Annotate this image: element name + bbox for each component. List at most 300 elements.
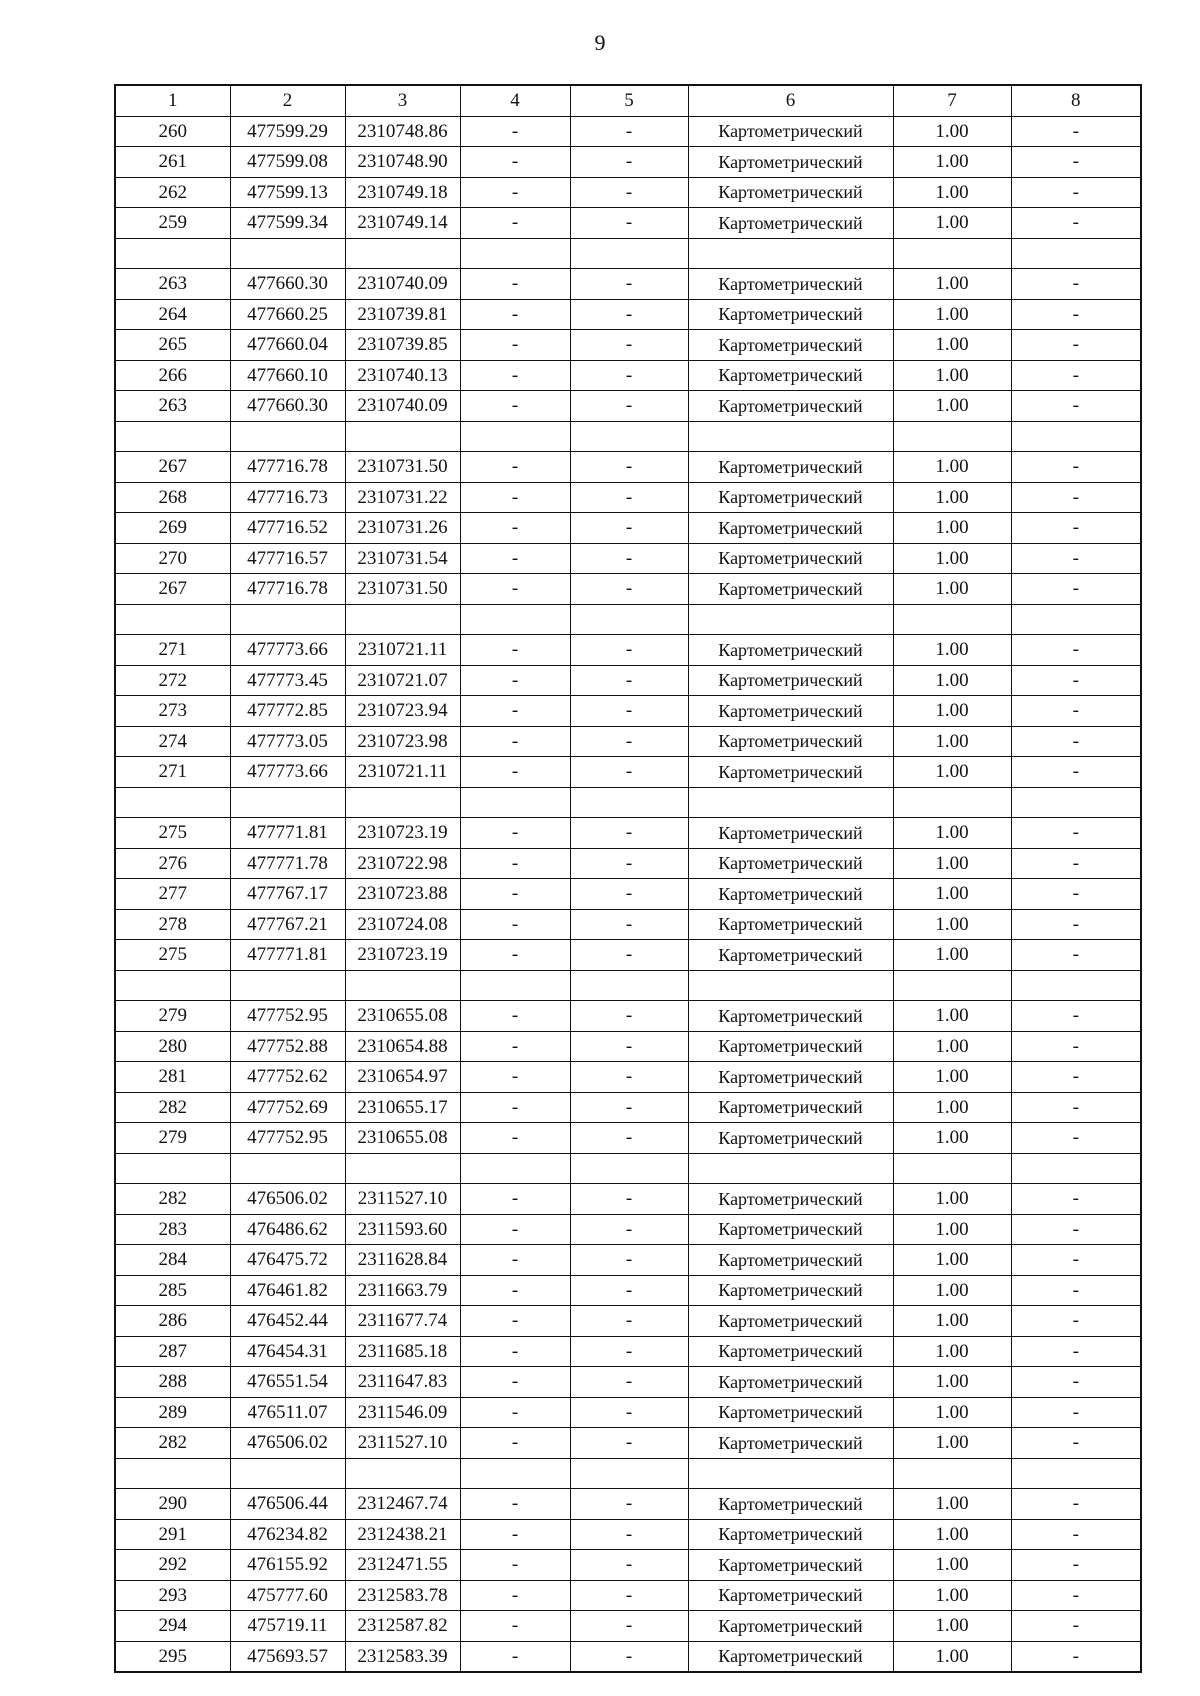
y-coordinate-cell: 2311546.09 [345,1397,460,1428]
empty-cell [345,604,460,635]
x-coordinate-cell: 476506.02 [230,1184,345,1215]
x-coordinate-cell: 475693.57 [230,1641,345,1672]
col8-cell: - [1011,1214,1141,1245]
x-coordinate-cell: 476506.02 [230,1428,345,1459]
col5-cell: - [570,665,688,696]
accuracy-cell: 1.00 [893,1062,1011,1093]
y-coordinate-cell: 2310740.09 [345,391,460,422]
y-coordinate-cell: 2310723.94 [345,696,460,727]
empty-cell [460,970,570,1001]
method-cell: Картометрический [688,1245,893,1276]
accuracy-cell: 1.00 [893,116,1011,147]
col5-cell: - [570,1397,688,1428]
col4-cell: - [460,1062,570,1093]
column-header: 1 [115,85,230,116]
empty-cell [230,1458,345,1489]
method-cell: Картометрический [688,940,893,971]
col5-cell: - [570,391,688,422]
col5-cell: - [570,726,688,757]
x-coordinate-cell: 477660.30 [230,391,345,422]
col8-cell: - [1011,1611,1141,1642]
col8-cell: - [1011,360,1141,391]
empty-cell [1011,787,1141,818]
col4-cell: - [460,635,570,666]
col5-cell: - [570,1092,688,1123]
point-number-cell: 260 [115,116,230,147]
col4-cell: - [460,1580,570,1611]
empty-cell [1011,421,1141,452]
point-number-cell: 279 [115,1001,230,1032]
x-coordinate-cell: 476511.07 [230,1397,345,1428]
x-coordinate-cell: 477773.66 [230,635,345,666]
x-coordinate-cell: 477716.73 [230,482,345,513]
point-number-cell: 294 [115,1611,230,1642]
page-number: 9 [594,30,606,55]
empty-cell [570,421,688,452]
empty-cell [570,970,688,1001]
point-number-cell: 265 [115,330,230,361]
col8-cell: - [1011,1123,1141,1154]
col8-cell: - [1011,482,1141,513]
y-coordinate-cell: 2310731.22 [345,482,460,513]
y-coordinate-cell: 2310740.13 [345,360,460,391]
table-row [115,1336,1141,1367]
x-coordinate-cell: 477716.78 [230,452,345,483]
method-cell: Картометрический [688,391,893,422]
accuracy-cell: 1.00 [893,818,1011,849]
table-row [115,909,1141,940]
separator-row [115,238,1141,269]
method-cell: Картометрический [688,1031,893,1062]
y-coordinate-cell: 2310731.50 [345,452,460,483]
col5-cell: - [570,909,688,940]
empty-cell [460,238,570,269]
method-cell: Картометрический [688,177,893,208]
col4-cell: - [460,1275,570,1306]
empty-cell [460,787,570,818]
empty-cell [115,421,230,452]
table-row [115,1367,1141,1398]
empty-cell [115,787,230,818]
column-header: 5 [570,85,688,116]
empty-cell [688,238,893,269]
empty-cell [460,604,570,635]
empty-cell [570,238,688,269]
separator-row [115,604,1141,635]
table-row [115,757,1141,788]
empty-cell [345,970,460,1001]
col4-cell: - [460,726,570,757]
point-number-cell: 278 [115,909,230,940]
col4-cell: - [460,1367,570,1398]
col4-cell: - [460,299,570,330]
col4-cell: - [460,909,570,940]
method-cell: Картометрический [688,360,893,391]
empty-cell [115,604,230,635]
col5-cell: - [570,635,688,666]
col8-cell: - [1011,1001,1141,1032]
col5-cell: - [570,1428,688,1459]
x-coordinate-cell: 477752.69 [230,1092,345,1123]
table-row [115,147,1141,178]
method-cell: Картометрический [688,1428,893,1459]
x-coordinate-cell: 477767.17 [230,879,345,910]
point-number-cell: 291 [115,1519,230,1550]
table-row [115,726,1141,757]
col5-cell: - [570,1550,688,1581]
accuracy-cell: 1.00 [893,452,1011,483]
method-cell: Картометрический [688,635,893,666]
y-coordinate-cell: 2312587.82 [345,1611,460,1642]
y-coordinate-cell: 2310749.18 [345,177,460,208]
col8-cell: - [1011,116,1141,147]
table-row [115,391,1141,422]
point-number-cell: 262 [115,177,230,208]
x-coordinate-cell: 477771.81 [230,940,345,971]
empty-cell [460,1458,570,1489]
col5-cell: - [570,1031,688,1062]
col8-cell: - [1011,269,1141,300]
col4-cell: - [460,879,570,910]
accuracy-cell: 1.00 [893,1092,1011,1123]
point-number-cell: 269 [115,513,230,544]
y-coordinate-cell: 2311527.10 [345,1184,460,1215]
table-row [115,208,1141,239]
table-row [115,1214,1141,1245]
empty-cell [115,1458,230,1489]
point-number-cell: 282 [115,1428,230,1459]
table-row [115,1550,1141,1581]
empty-cell [688,1458,893,1489]
x-coordinate-cell: 476454.31 [230,1336,345,1367]
method-cell: Картометрический [688,208,893,239]
method-cell: Картометрический [688,1489,893,1520]
table-row [115,696,1141,727]
col4-cell: - [460,147,570,178]
col5-cell: - [570,1580,688,1611]
point-number-cell: 280 [115,1031,230,1062]
table-row [115,330,1141,361]
col5-cell: - [570,330,688,361]
col5-cell: - [570,1214,688,1245]
x-coordinate-cell: 477752.62 [230,1062,345,1093]
col4-cell: - [460,513,570,544]
col5-cell: - [570,1001,688,1032]
x-coordinate-cell: 477716.52 [230,513,345,544]
x-coordinate-cell: 476234.82 [230,1519,345,1550]
col5-cell: - [570,1306,688,1337]
method-cell: Картометрический [688,574,893,605]
y-coordinate-cell: 2310722.98 [345,848,460,879]
column-header: 8 [1011,85,1141,116]
col4-cell: - [460,1245,570,1276]
empty-cell [345,1458,460,1489]
accuracy-cell: 1.00 [893,1214,1011,1245]
col8-cell: - [1011,574,1141,605]
col5-cell: - [570,757,688,788]
method-cell: Картометрический [688,269,893,300]
empty-cell [115,970,230,1001]
table-row [115,1428,1141,1459]
point-number-cell: 275 [115,940,230,971]
col5-cell: - [570,1489,688,1520]
table-row [115,848,1141,879]
col8-cell: - [1011,452,1141,483]
empty-cell [345,787,460,818]
empty-cell [570,1458,688,1489]
table-row [115,1275,1141,1306]
accuracy-cell: 1.00 [893,665,1011,696]
y-coordinate-cell: 2311593.60 [345,1214,460,1245]
empty-cell [688,604,893,635]
empty-cell [570,604,688,635]
y-coordinate-cell: 2312438.21 [345,1519,460,1550]
col4-cell: - [460,665,570,696]
method-cell: Картометрический [688,1306,893,1337]
point-number-cell: 290 [115,1489,230,1520]
empty-cell [230,970,345,1001]
col4-cell: - [460,452,570,483]
y-coordinate-cell: 2311647.83 [345,1367,460,1398]
x-coordinate-cell: 477773.66 [230,757,345,788]
col5-cell: - [570,1519,688,1550]
col8-cell: - [1011,513,1141,544]
y-coordinate-cell: 2311628.84 [345,1245,460,1276]
col4-cell: - [460,543,570,574]
separator-row [115,421,1141,452]
col4-cell: - [460,1092,570,1123]
col5-cell: - [570,1184,688,1215]
empty-cell [230,604,345,635]
empty-cell [230,1153,345,1184]
method-cell: Картометрический [688,1214,893,1245]
col4-cell: - [460,1428,570,1459]
accuracy-cell: 1.00 [893,574,1011,605]
col8-cell: - [1011,177,1141,208]
x-coordinate-cell: 477772.85 [230,696,345,727]
point-number-cell: 267 [115,574,230,605]
table-row [115,1031,1141,1062]
x-coordinate-cell: 476486.62 [230,1214,345,1245]
y-coordinate-cell: 2310721.11 [345,635,460,666]
table-row [115,299,1141,330]
point-number-cell: 286 [115,1306,230,1337]
col8-cell: - [1011,391,1141,422]
y-coordinate-cell: 2312467.74 [345,1489,460,1520]
table-row [115,635,1141,666]
y-coordinate-cell: 2312471.55 [345,1550,460,1581]
accuracy-cell: 1.00 [893,940,1011,971]
col8-cell: - [1011,1031,1141,1062]
col8-cell: - [1011,1367,1141,1398]
empty-cell [1011,1153,1141,1184]
x-coordinate-cell: 475719.11 [230,1611,345,1642]
point-number-cell: 281 [115,1062,230,1093]
method-cell: Картометрический [688,116,893,147]
col5-cell: - [570,848,688,879]
point-number-cell: 270 [115,543,230,574]
y-coordinate-cell: 2310724.08 [345,909,460,940]
col8-cell: - [1011,1336,1141,1367]
accuracy-cell: 1.00 [893,1489,1011,1520]
y-coordinate-cell: 2310723.19 [345,940,460,971]
col5-cell: - [570,543,688,574]
col8-cell: - [1011,696,1141,727]
point-number-cell: 261 [115,147,230,178]
method-cell: Картометрический [688,848,893,879]
accuracy-cell: 1.00 [893,1428,1011,1459]
point-number-cell: 282 [115,1184,230,1215]
y-coordinate-cell: 2311527.10 [345,1428,460,1459]
col8-cell: - [1011,818,1141,849]
table-row [115,513,1141,544]
y-coordinate-cell: 2310655.17 [345,1092,460,1123]
col5-cell: - [570,1611,688,1642]
accuracy-cell: 1.00 [893,848,1011,879]
empty-cell [345,421,460,452]
col4-cell: - [460,940,570,971]
y-coordinate-cell: 2310740.09 [345,269,460,300]
method-cell: Картометрический [688,1123,893,1154]
table-row [115,1580,1141,1611]
y-coordinate-cell: 2311677.74 [345,1306,460,1337]
method-cell: Картометрический [688,543,893,574]
col8-cell: - [1011,299,1141,330]
point-number-cell: 288 [115,1367,230,1398]
empty-cell [1011,604,1141,635]
separator-row [115,1153,1141,1184]
col4-cell: - [460,482,570,513]
method-cell: Картометрический [688,299,893,330]
col8-cell: - [1011,848,1141,879]
method-cell: Картометрический [688,1092,893,1123]
accuracy-cell: 1.00 [893,1245,1011,1276]
method-cell: Картометрический [688,757,893,788]
x-coordinate-cell: 475777.60 [230,1580,345,1611]
col4-cell: - [460,269,570,300]
col8-cell: - [1011,909,1141,940]
y-coordinate-cell: 2310731.50 [345,574,460,605]
table-row [115,665,1141,696]
point-number-cell: 266 [115,360,230,391]
empty-cell [345,238,460,269]
col5-cell: - [570,574,688,605]
col5-cell: - [570,1336,688,1367]
empty-cell [230,421,345,452]
point-number-cell: 292 [115,1550,230,1581]
separator-row [115,787,1141,818]
column-header: 2 [230,85,345,116]
col8-cell: - [1011,330,1141,361]
col4-cell: - [460,757,570,788]
empty-cell [115,238,230,269]
accuracy-cell: 1.00 [893,147,1011,178]
table-row [115,1001,1141,1032]
method-cell: Картометрический [688,909,893,940]
accuracy-cell: 1.00 [893,1123,1011,1154]
col8-cell: - [1011,147,1141,178]
y-coordinate-cell: 2310721.11 [345,757,460,788]
y-coordinate-cell: 2310748.90 [345,147,460,178]
accuracy-cell: 1.00 [893,1397,1011,1428]
accuracy-cell: 1.00 [893,1367,1011,1398]
accuracy-cell: 1.00 [893,391,1011,422]
table-row [115,879,1141,910]
method-cell: Картометрический [688,726,893,757]
empty-cell [893,238,1011,269]
accuracy-cell: 1.00 [893,1519,1011,1550]
x-coordinate-cell: 477752.95 [230,1123,345,1154]
col5-cell: - [570,1123,688,1154]
col8-cell: - [1011,940,1141,971]
method-cell: Картометрический [688,452,893,483]
table-row [115,452,1141,483]
col8-cell: - [1011,1580,1141,1611]
table-row [115,1306,1141,1337]
col4-cell: - [460,696,570,727]
col8-cell: - [1011,1306,1141,1337]
point-number-cell: 271 [115,757,230,788]
method-cell: Картометрический [688,1062,893,1093]
method-cell: Картометрический [688,1367,893,1398]
empty-cell [893,1458,1011,1489]
accuracy-cell: 1.00 [893,879,1011,910]
col5-cell: - [570,452,688,483]
table-row [115,116,1141,147]
empty-cell [893,787,1011,818]
col8-cell: - [1011,208,1141,239]
empty-cell [688,970,893,1001]
table-row [115,1519,1141,1550]
point-number-cell: 289 [115,1397,230,1428]
x-coordinate-cell: 477599.29 [230,116,345,147]
y-coordinate-cell: 2310655.08 [345,1123,460,1154]
y-coordinate-cell: 2310748.86 [345,116,460,147]
empty-cell [893,970,1011,1001]
table-header-row [115,85,1141,116]
col4-cell: - [460,848,570,879]
x-coordinate-cell: 477752.88 [230,1031,345,1062]
col4-cell: - [460,116,570,147]
accuracy-cell: 1.00 [893,696,1011,727]
y-coordinate-cell: 2310723.19 [345,818,460,849]
method-cell: Картометрический [688,696,893,727]
col5-cell: - [570,696,688,727]
accuracy-cell: 1.00 [893,909,1011,940]
accuracy-cell: 1.00 [893,1550,1011,1581]
y-coordinate-cell: 2310723.88 [345,879,460,910]
separator-row [115,970,1141,1001]
col4-cell: - [460,1306,570,1337]
col8-cell: - [1011,635,1141,666]
empty-cell [230,787,345,818]
empty-cell [460,421,570,452]
column-header: 4 [460,85,570,116]
method-cell: Картометрический [688,1275,893,1306]
x-coordinate-cell: 477660.10 [230,360,345,391]
col5-cell: - [570,1367,688,1398]
col4-cell: - [460,1611,570,1642]
y-coordinate-cell: 2312583.39 [345,1641,460,1672]
accuracy-cell: 1.00 [893,208,1011,239]
col8-cell: - [1011,1489,1141,1520]
method-cell: Картометрический [688,665,893,696]
empty-cell [893,421,1011,452]
col5-cell: - [570,1641,688,1672]
x-coordinate-cell: 477716.57 [230,543,345,574]
col4-cell: - [460,1519,570,1550]
column-header: 6 [688,85,893,116]
